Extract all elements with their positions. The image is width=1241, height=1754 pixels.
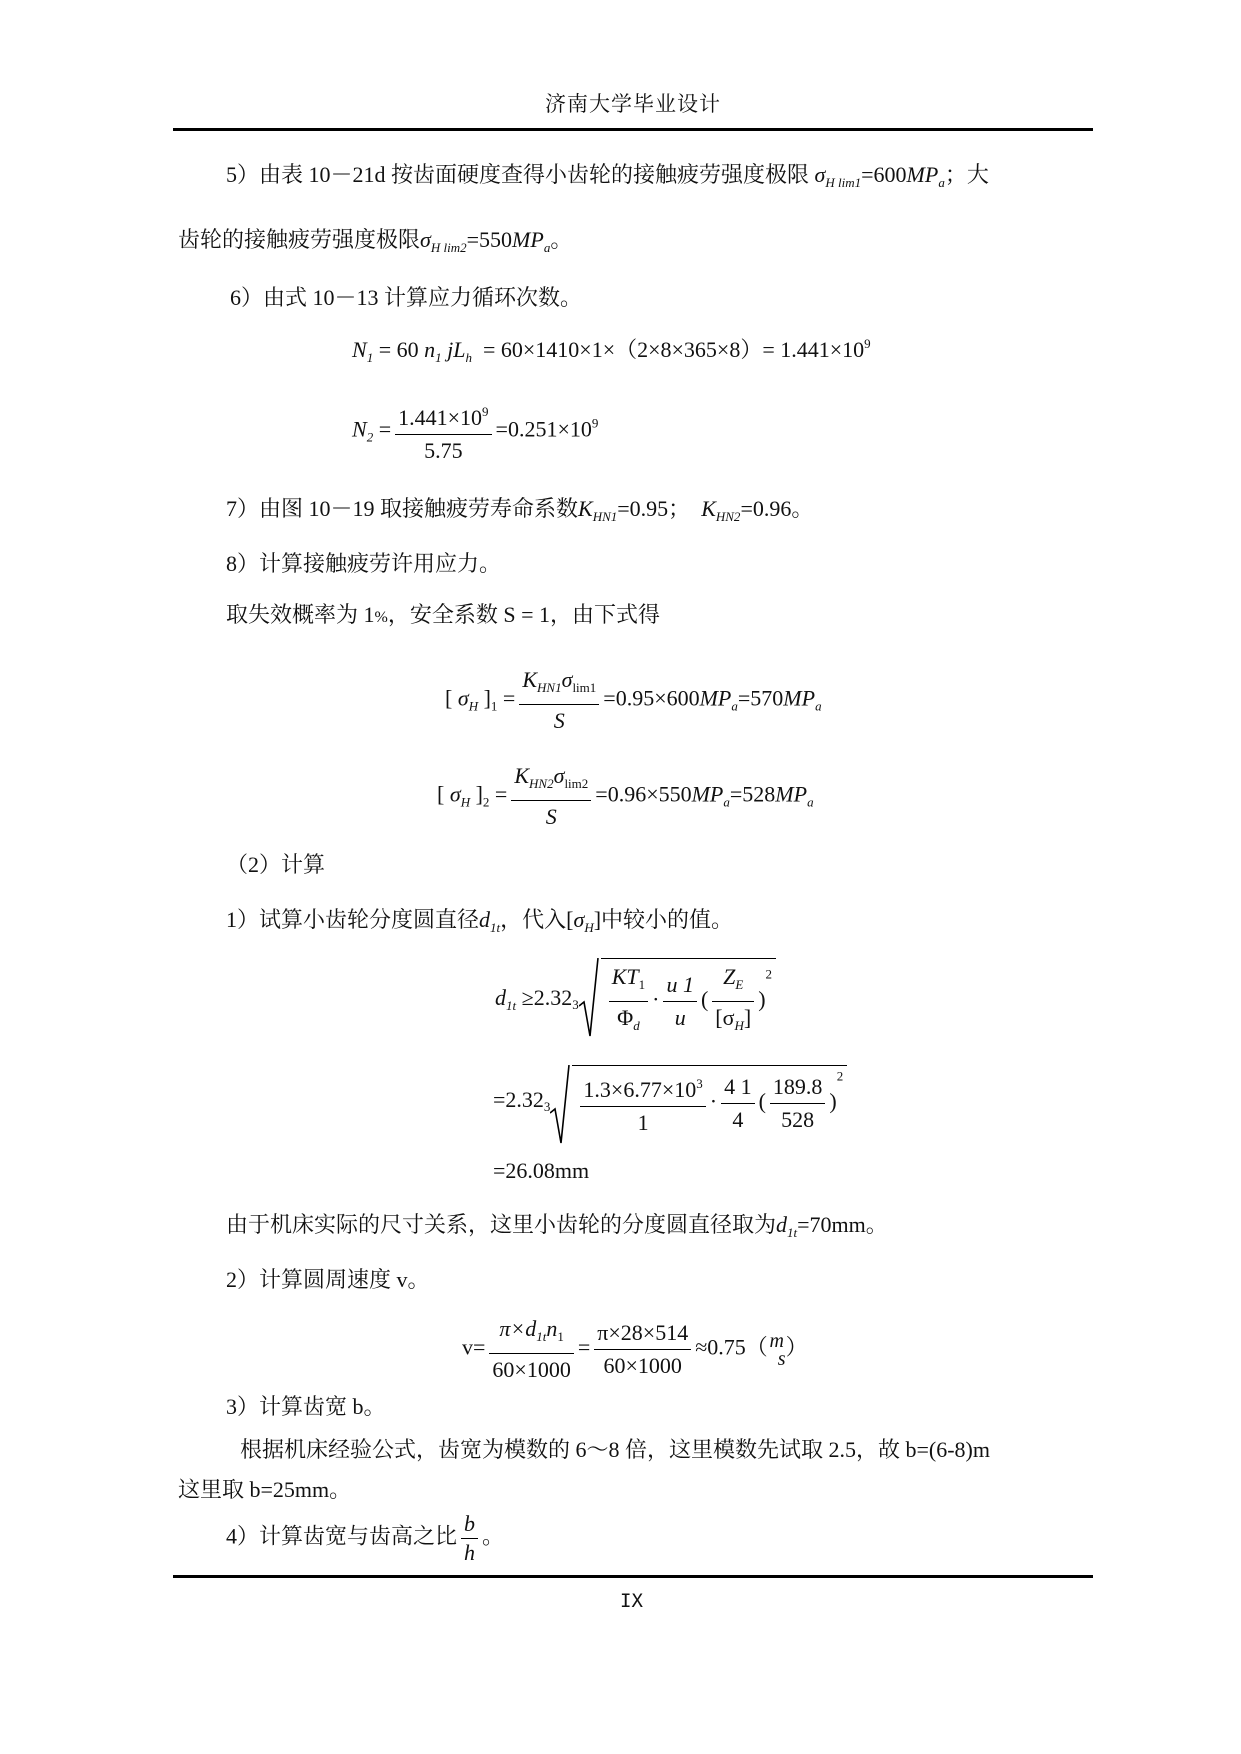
page-number: IX bbox=[620, 1590, 643, 1612]
velocity-prefix: v= bbox=[462, 1334, 486, 1360]
equation-n2: $N_2$ = $\frac{1.441\times 10^9}{5.75}$ $=0.251\times 10^9$ bbox=[352, 396, 598, 467]
sigma-h1-product: =0.95×600 bbox=[603, 685, 700, 711]
sigma-h2-fraction: $\frac{K_{HN2}\sigma_{lim2}}{S}$ bbox=[511, 760, 591, 833]
item-7-text: 7）由图 10－19 取接触疲劳寿命系数 bbox=[226, 496, 579, 521]
actual-diameter-value: =70mm。 bbox=[797, 1212, 888, 1237]
section-calculation-heading: （2）计算 bbox=[226, 852, 326, 877]
sigma-h1-denominator: S bbox=[553, 708, 565, 733]
eval-numerator: 1.3×6.77×10 bbox=[583, 1077, 697, 1102]
calc-item-3-paragraph-2: 这里取 b=25mm。 bbox=[178, 1477, 352, 1502]
khn1-value: =0.95； bbox=[617, 496, 691, 521]
calc-item-4-end: 。 bbox=[482, 1523, 505, 1549]
velocity-denominator-2: 60×1000 bbox=[603, 1353, 682, 1378]
phi-denominator: Φ bbox=[617, 1005, 634, 1030]
n2-numerator: 1.441×10 bbox=[398, 405, 483, 430]
velocity-denominator-1: 60×1000 bbox=[492, 1357, 571, 1382]
eval-u-denominator: 4 bbox=[732, 1107, 744, 1132]
equation-n1: $N_1 = 60$ $n_1$ $jL_h = 60\times 1410\times 1\times(2\times 8\times 365\times 8)= 1.441\times 10^9$ bbox=[352, 336, 871, 365]
sigma-h2-denominator: S bbox=[545, 804, 557, 829]
sigma-h-denominator: [σ bbox=[715, 1005, 735, 1030]
calc-item-3: 3）计算齿宽 b。 bbox=[226, 1394, 386, 1419]
failure-probability-line: 取失效概率为 1%，安全系数 S = 1，由下式得 bbox=[226, 602, 660, 627]
n2-fraction: $\frac{1.441\times 10^9}{5.75}$ bbox=[395, 396, 491, 467]
cube-root-symbol-numeric: $\frac{1.3\times 6.77\times 10^3}{1}$ · $\frac{4 1}{4}$ ( $\frac{189.8}{528}$ )$^2$ bbox=[550, 1065, 847, 1139]
radical-icon bbox=[579, 958, 599, 1038]
d1t-result: =26.08mm bbox=[493, 1158, 590, 1183]
item-5-text-2: 齿轮的接触疲劳强度极限 bbox=[178, 227, 421, 252]
equation-sigma-h1: [ $\sigma_H$ ]$_1$ = $\frac{K_{HN1}\sigma_{lim1}}{S}$ $=0.95\times 600MP_a=570MP_a$ bbox=[445, 664, 822, 737]
n2-result: =0.251×10 bbox=[495, 416, 592, 442]
calc-item-2: 2）计算圆周速度 v。 bbox=[226, 1267, 430, 1292]
calc-item-4-text: 4）计算齿宽与齿高之比 bbox=[226, 1523, 458, 1549]
u-fraction-denominator: u bbox=[674, 1005, 686, 1030]
item-7: 7）由图 10－19 取接触疲劳寿命系数$K_{HN1}=0.95$； $K_{HN2}=0.96$。 bbox=[226, 496, 814, 524]
d1t-coefficient: ≥2.32 bbox=[521, 985, 573, 1011]
item-5-line-1: 5）由表 10－21d 按齿面硬度查得小齿轮的接触疲劳强度极限 $\sigma_{H lim1}=600MP_a$；大 bbox=[226, 162, 989, 190]
calc-item-4: 4）计算齿宽与齿高之比 $\frac{b}{h}$ 。 bbox=[226, 1511, 505, 1565]
eval-coefficient: =2.32 bbox=[493, 1087, 544, 1113]
safety-factor-text: ，安全系数 S = 1，由下式得 bbox=[387, 602, 660, 627]
calc-item-1-text: 1）试算小齿轮分度圆直径 bbox=[226, 907, 480, 932]
sigma-hlim2-value: =550 bbox=[466, 227, 513, 252]
actual-diameter-text: 由于机床实际的尺寸关系，这里小齿轮的分度圆直径取为 bbox=[226, 1212, 777, 1237]
footer-rule bbox=[173, 1575, 1093, 1578]
calc-item-1-mid: ，代入[ bbox=[500, 907, 574, 932]
sigma-h1-result: =570 bbox=[737, 685, 784, 711]
cube-root-symbol: $\frac{KT_1}{\Phi_d}$ · $\frac{u 1}{u}$ ( $\frac{Z_E}{[\sigma_H]}$ )$^2$ bbox=[579, 958, 776, 1042]
u-fraction-numerator: u 1 bbox=[666, 972, 694, 997]
equation-sigma-h2: [ $\sigma_H$ ]$_2$ = $\frac{K_{HN2}\sigma_{lim2}}{S}$ $=0.96\times 550MP_a=528MP_a$ bbox=[437, 760, 814, 833]
eval-u-numerator: 4 1 bbox=[721, 1071, 755, 1104]
item-5-tail: ；大 bbox=[944, 162, 989, 187]
equation-d1t-inequality: $d_{1t} \ge 2.323$ $\frac{KT_1}{\Phi_d}$ · $\frac{u 1}{u}$ ( $\frac{Z_E}{[\sigma_H]}$ )$^2$ bbox=[495, 958, 776, 1042]
velocity-numerator-1: π×d bbox=[499, 1316, 537, 1341]
sigma-h1-fraction: $\frac{K_{HN1}\sigma_{lim1}}{S}$ bbox=[519, 664, 599, 737]
radical-icon bbox=[550, 1065, 570, 1145]
calc-item-3-paragraph-1: 根据机床经验公式，齿宽为模数的 6～8 倍，这里模数先试取 2.5，故 b=(6-8)m bbox=[240, 1437, 991, 1462]
eval-denominator: 1 bbox=[637, 1110, 649, 1135]
sigma-hlim1-value: =600 bbox=[861, 162, 907, 187]
velocity-unit-end: ） bbox=[785, 1334, 808, 1360]
n1-expression: = 60×1410×1×（2×8×365×8）= 1.441×10 bbox=[482, 337, 865, 362]
item-6: 6）由式 10－13 计算应力循环次数。 bbox=[230, 285, 583, 310]
equation-d1t-evaluation: =2.323 $\frac{1.3\times 6.77\times 10^3}{1}$ · $\frac{4 1}{4}$ ( $\frac{189.8}{528}$ )$^2$ bbox=[493, 1065, 847, 1139]
calc-item-1-end: ]中较小的值。 bbox=[593, 907, 734, 932]
header-rule bbox=[173, 128, 1093, 131]
kt-numerator: KT bbox=[611, 964, 639, 989]
velocity-result: ≈0.75（ bbox=[695, 1334, 768, 1360]
item-8: 8）计算接触疲劳许用应力。 bbox=[226, 551, 502, 576]
n2-denominator: 5.75 bbox=[424, 438, 463, 463]
actual-diameter-line: 由于机床实际的尺寸关系，这里小齿轮的分度圆直径取为$d_{1t}=70mm$。 bbox=[226, 1212, 888, 1240]
item-5-end: 。 bbox=[550, 227, 573, 252]
ze-numerator: Z bbox=[723, 964, 736, 989]
eval-z-numerator: 189.8 bbox=[770, 1071, 826, 1104]
calc-item-1: 1）试算小齿轮分度圆直径$d_{1t}$，代入$[\sigma_H]$中较小的值。 bbox=[226, 907, 734, 935]
failure-text: 取失效概率为 1 bbox=[226, 602, 375, 627]
velocity-numerator-2: π×28×514 bbox=[594, 1317, 691, 1350]
page-header-title: 济南大学毕业设计 bbox=[545, 92, 721, 116]
eval-z-denominator: 528 bbox=[781, 1107, 815, 1132]
item-5-text: 5）由表 10－21d 按齿面硬度查得小齿轮的接触疲劳强度极限 bbox=[226, 162, 810, 187]
equation-velocity: v= $\frac{\pi\times d_{1t}n_1}{60\times 1000}$ = $\frac{\pi\times 28\times 514}{60\times 1000}$ ≈0.75（ m s ） bbox=[462, 1313, 808, 1386]
sigma-h2-product: =0.96×550 bbox=[595, 781, 692, 807]
khn2-value: =0.96。 bbox=[740, 496, 814, 521]
item-5-line-2: 齿轮的接触疲劳强度极限$\sigma_{H lim2}=550MP_a$。 bbox=[178, 227, 573, 255]
sigma-h2-result: =528 bbox=[729, 781, 776, 807]
